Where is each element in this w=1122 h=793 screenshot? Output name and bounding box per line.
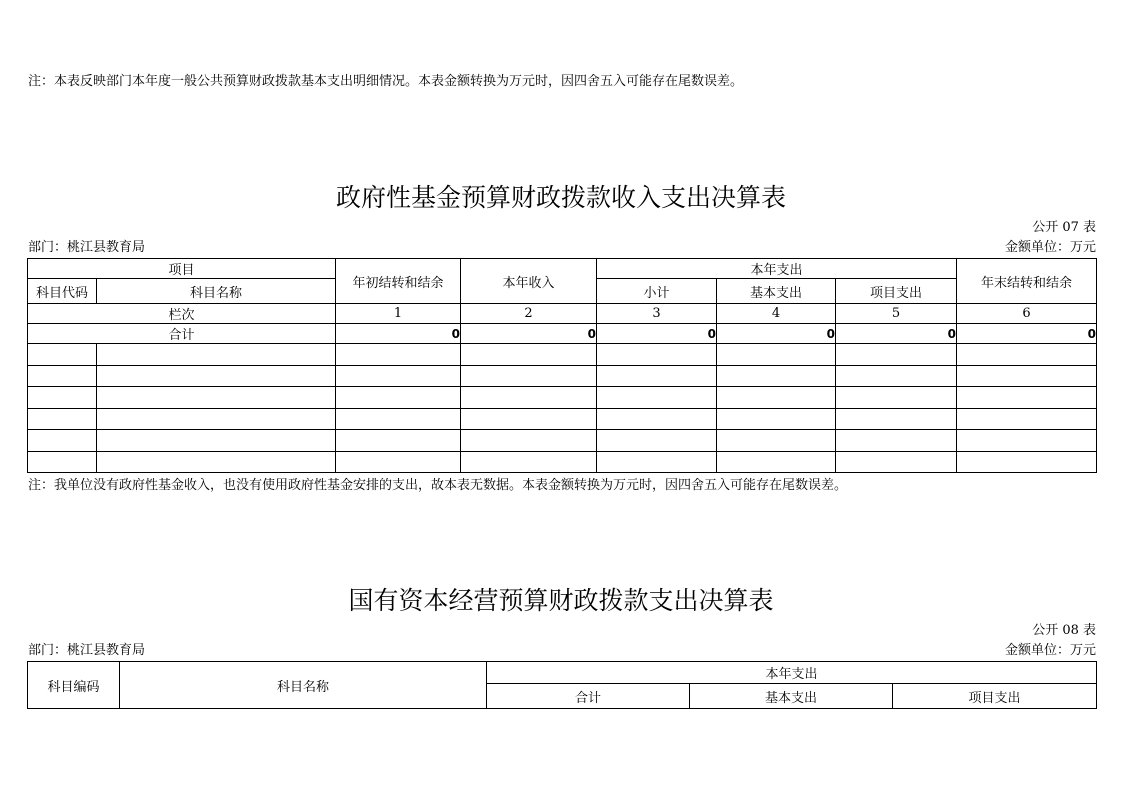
header-begin-balance: 年初结转和结余 (336, 259, 461, 304)
total-value: 0 (957, 324, 1097, 344)
table07-column-row (28, 304, 1097, 324)
column-number: 6 (957, 304, 1097, 324)
header-project: 项目支出 (836, 279, 957, 304)
table-row (28, 387, 1097, 409)
column-row-label: 栏次 (28, 304, 336, 324)
table-row (28, 452, 1097, 473)
table-row (28, 430, 1097, 452)
header-item-name: 科目名称 (97, 279, 336, 304)
table08-unit: 金额单位：万元 (1004, 643, 1096, 658)
column-number: 1 (336, 304, 461, 324)
header-item-code: 科目代码 (28, 279, 97, 304)
table-row (28, 409, 1097, 430)
table07-unit: 金额单位：万元 (1004, 240, 1096, 255)
table-row (28, 366, 1097, 387)
table08-dept: 部门：桃江县教育局 (28, 643, 146, 658)
header-item-code: 科目编码 (28, 662, 120, 709)
header-item-name: 科目名称 (120, 662, 487, 709)
table08-title: 国有资本经营预算财政拨款支出决算表 (348, 586, 774, 615)
header-expense: 本年支出 (597, 259, 957, 279)
table08-header-row-1 (28, 662, 1097, 684)
total-value: 0 (597, 324, 717, 344)
column-number: 3 (597, 304, 717, 324)
column-number: 2 (461, 304, 597, 324)
header-expense: 本年支出 (487, 662, 1097, 684)
header-total: 合计 (487, 684, 690, 709)
table07-note: 注：我单位没有政府性基金收入，也没有使用政府性基金安排的支出，故本表无数据。本表金额转换为万元时，因四舍五入可能存在尾数误差。 (28, 478, 848, 493)
table07-code: 公开 07 表 (1032, 220, 1096, 235)
table-row (28, 344, 1097, 366)
column-number: 5 (836, 304, 957, 324)
total-value: 0 (336, 324, 461, 344)
header-basic: 基本支出 (690, 684, 893, 709)
top-note: 注：本表反映部门本年度一般公共预算财政拨款基本支出明细情况。本表金额转换为万元时，因四舍五入可能存在尾数误差。 (28, 74, 744, 89)
header-end-balance: 年末结转和结余 (957, 259, 1097, 304)
header-basic: 基本支出 (717, 279, 836, 304)
table08-code: 公开 08 表 (1032, 623, 1096, 638)
table07-total-row (28, 324, 1097, 344)
header-project: 项目支出 (893, 684, 1097, 709)
table07-header-row-1 (28, 259, 1097, 279)
total-value: 0 (461, 324, 597, 344)
total-label: 合计 (28, 324, 336, 344)
table07-dept: 部门：桃江县教育局 (28, 240, 146, 255)
header-subtotal: 小计 (597, 279, 717, 304)
header-item: 项目 (28, 259, 336, 279)
total-value: 0 (717, 324, 836, 344)
column-number: 4 (717, 304, 836, 324)
header-income: 本年收入 (461, 259, 597, 304)
table07 (27, 258, 1097, 473)
table07-title: 政府性基金预算财政拨款收入支出决算表 (335, 183, 786, 212)
total-value: 0 (836, 324, 957, 344)
table08 (27, 661, 1097, 709)
